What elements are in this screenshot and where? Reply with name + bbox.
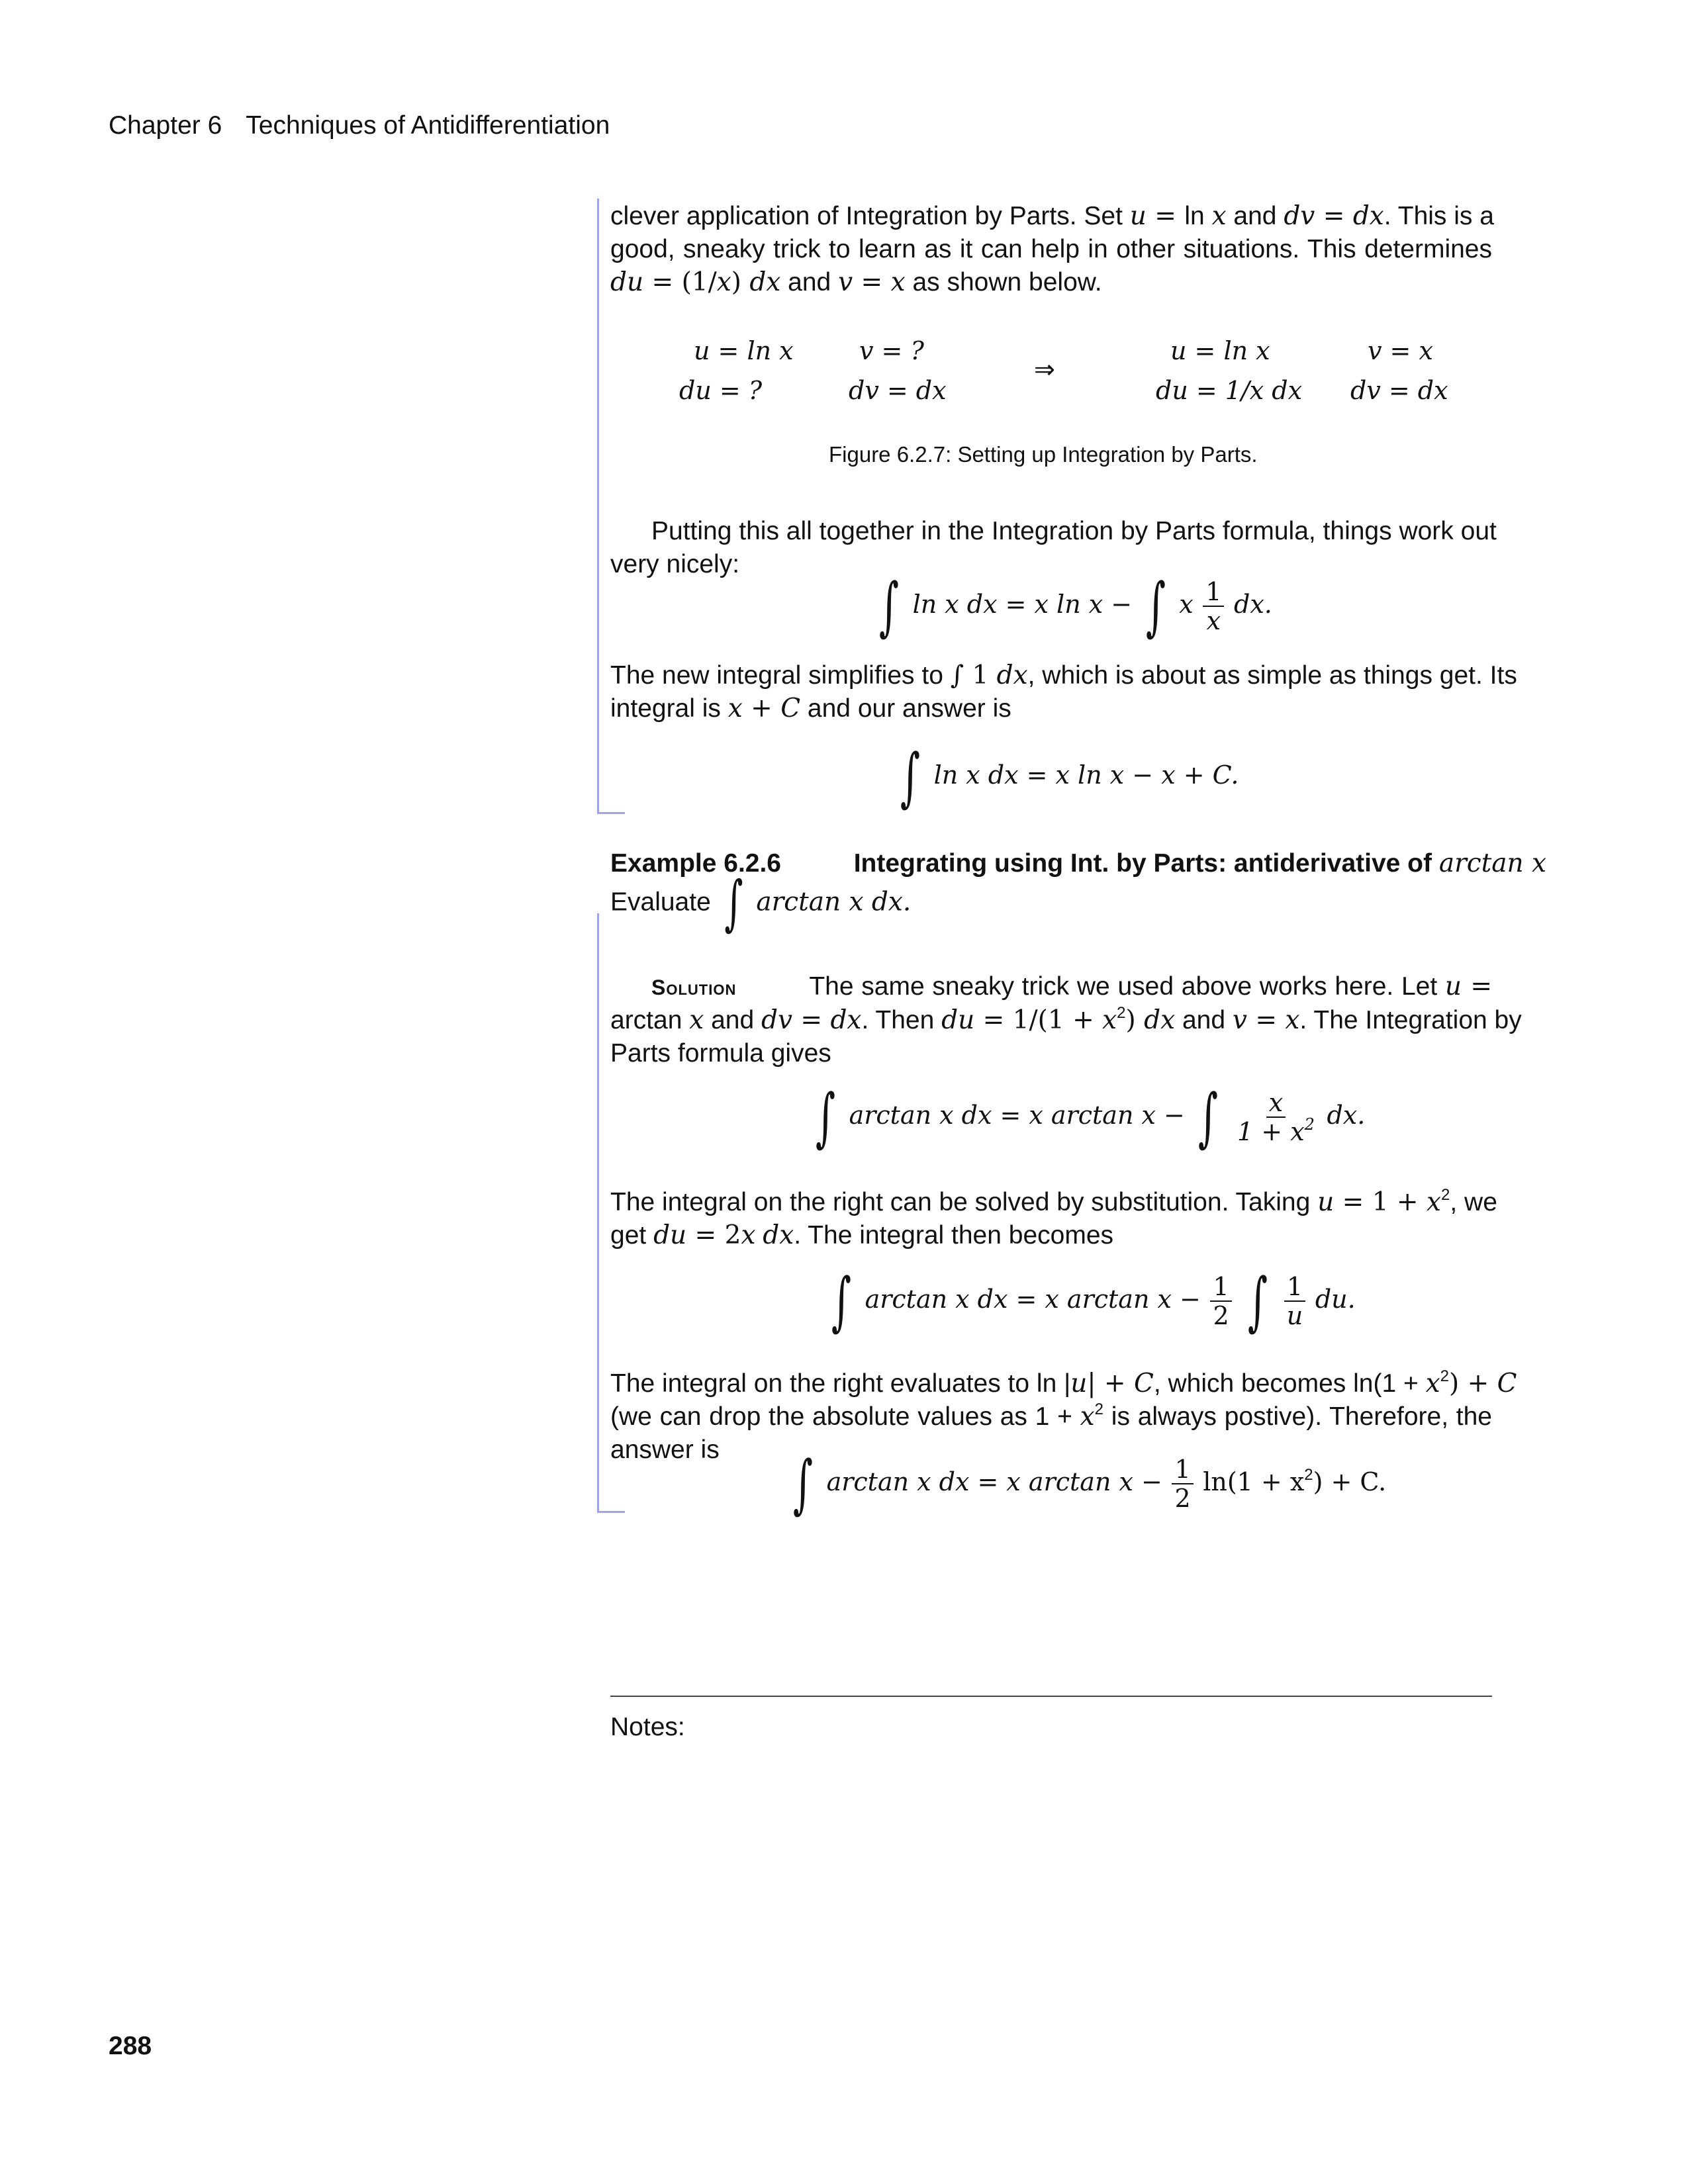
running-header: [109, 111, 610, 140]
integral-sign: ∫: [1145, 569, 1166, 643]
fig-right-v: v = x: [1368, 336, 1433, 365]
fraction: $\frac{x}{1 + x^2}$: [1237, 1088, 1315, 1146]
paragraph-line: The integral on the right evaluates to ln |u| + C, which becomes $\ln(1 + x^2) + C$: [610, 1367, 1517, 1398]
margin-bar-example: [597, 913, 599, 1513]
example-title-math: arctan x: [1438, 848, 1546, 878]
paragraph-line: The new integral simplifies to ∫ 1 dx, which is about as simple as things get. Its: [610, 660, 1517, 690]
margin-bar-top-foot: [598, 812, 625, 814]
paragraph-line: du = (1/x) dx and v = x as shown below.: [610, 267, 1102, 297]
equation-arctan-parts: ∫ arctan x dx = x arctan x − ∫ $\frac{x}{1 + x^2}$ dx.: [816, 1080, 1366, 1154]
integral-sign: ∫: [793, 1447, 814, 1521]
paragraph-line: answer is: [610, 1435, 720, 1464]
example-label: Example 6.2.6: [610, 849, 781, 878]
equation-arctan-sub: ∫ arctan x dx = x arctan x − $\frac{1}{2}$ ∫ $\frac{1}{u}$ du.: [831, 1264, 1356, 1338]
fraction: $\frac{1}{2}$: [1172, 1455, 1193, 1512]
paragraph-line: integral is x + C and our answer is: [610, 694, 1011, 723]
integral-sign: ∫: [831, 1264, 852, 1338]
integral-sign: ∫: [724, 868, 743, 938]
paragraph-line: get du = 2x dx. The integral then becomes: [610, 1220, 1114, 1250]
paragraph-line: (we can drop the absolute values as $1 + x^2$ is always postive). Therefore, the: [610, 1400, 1492, 1432]
chapter-title: Techniques of Antidifferentiation: [246, 111, 610, 140]
paragraph-line: Parts formula gives: [610, 1039, 831, 1068]
fig-right-dv: dv = dx: [1350, 376, 1448, 405]
paragraph-line: very nicely:: [610, 550, 740, 578]
figure-caption: Figure 6.2.7: Setting up Integration by Parts.: [829, 442, 1258, 467]
implies-arrow: ⇒: [1034, 356, 1055, 384]
paragraph-line: Solution The same sneaky trick we used above works here. Let u =: [651, 972, 1492, 1001]
paragraph-line: Putting this all together in the Integration by Parts formula, things work out: [651, 517, 1497, 545]
fig-left-du: du = ?: [679, 376, 763, 405]
paragraph-putting-together: [610, 515, 1497, 581]
integral-sign: ∫: [879, 569, 900, 643]
paragraph-line: good, sneaky trick to learn as it can help in other situations. This determines: [610, 235, 1492, 263]
fig-left-u: u = ln x: [694, 336, 794, 365]
equation-ln-answer: ∫ ln x dx = x ln x − x + C.: [900, 740, 1239, 814]
solution-paragraph: [610, 970, 1522, 1070]
fig-left-v: v = ?: [859, 336, 924, 365]
equation-arctan-answer: ∫ arctan x dx = x arctan x − $\frac{1}{2}$ $\ln(1 + x^2) + C$.: [793, 1447, 1387, 1521]
paragraph-new-integral: [610, 659, 1517, 725]
example-prompt: Evaluate ∫ arctan x dx.: [610, 868, 912, 938]
fig-right-du: du = 1/x dx: [1156, 376, 1303, 405]
notes-label: Notes:: [610, 1713, 685, 1741]
margin-bar-top: [597, 199, 599, 814]
margin-bar-example-foot: [598, 1511, 625, 1513]
page-number: 288: [109, 2032, 152, 2060]
solution-label: Solution: [651, 976, 737, 999]
chapter-number: Chapter 6: [109, 111, 222, 140]
paragraph-line: The integral on the right can be solved by substitution. Taking $u = 1 + x^2$, we: [610, 1186, 1497, 1217]
example-title: Integrating using Int. by Parts: antiderivative of: [853, 849, 1439, 878]
integral-sign: ∫: [1198, 1080, 1219, 1154]
paragraph-substitution: [610, 1186, 1497, 1252]
integral-sign: ∫: [816, 1080, 836, 1154]
integral-sign: ∫: [900, 740, 921, 814]
paragraph-line: clever application of Integration by Parts. Set u = ln x and dv = dx. This is a: [610, 201, 1494, 231]
paragraph-intro: [610, 200, 1492, 299]
fraction: $\frac{1}{u}$: [1284, 1273, 1305, 1330]
fraction: $\frac{1}{x}$: [1203, 578, 1224, 635]
integral-sign: ∫: [1248, 1264, 1268, 1338]
fraction: $\frac{1}{2}$: [1210, 1273, 1231, 1330]
paragraph-line: arctan x and dv = dx. Then du = $1/(1 + x^2)$ dx and v = x. The Integration by: [610, 1004, 1522, 1035]
fig-left-dv: dv = dx: [849, 376, 947, 405]
equation-ln-parts: ∫ ln x dx = x ln x − ∫ x $\frac{1}{x}$ dx.: [879, 569, 1272, 643]
notes-divider: [610, 1696, 1492, 1697]
fig-right-u: u = ln x: [1170, 336, 1270, 365]
